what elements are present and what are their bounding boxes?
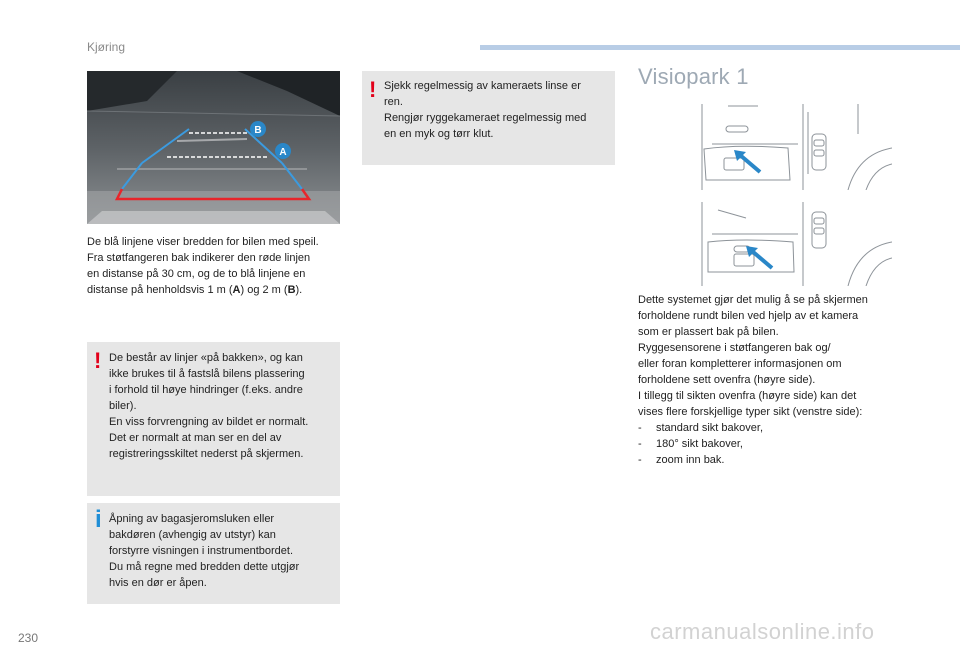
arrow-icon [746, 246, 776, 272]
text-line: en en myk og tørr klut. [384, 128, 494, 140]
text-line [87, 282, 347, 298]
visiopark-description [638, 292, 898, 468]
bold-label-a: A [232, 284, 241, 296]
section-title: Kjøring [87, 40, 126, 54]
text-line: ren. [384, 96, 403, 108]
text-line: Åpning av bagasjeromsluken eller [109, 513, 275, 525]
text-line: Fra støtfangeren bak indikerer den røde linjen [87, 252, 311, 264]
text-line: i forhold til høye hindringer (f.eks. andre [109, 384, 303, 396]
page-number: 230 [18, 631, 39, 645]
text-line: Rengjør ryggekameraet regelmessig med [384, 112, 587, 124]
list-item [638, 436, 898, 452]
text-line: bakdøren (avhengig av utstyr) kan [109, 529, 276, 541]
text-line: Det er normalt at man ser en del av [109, 432, 282, 444]
text-line: Ryggesensorene i støtfangeren bak og/ [638, 342, 831, 354]
text-line: Du må regne med bredden dette utgjør [109, 561, 300, 573]
text-span: ) og 2 m ( [240, 284, 288, 296]
list-text: 180° sikt bakover, [656, 438, 743, 450]
text-line: ikke brukes til å fastslå bilens plassering [109, 368, 305, 380]
text-line: En viss forvrengning av bildet er normalt. [109, 416, 309, 428]
text-line: forholdene rundt bilen ved hjelp av et kamera [638, 310, 859, 322]
warning-exclamation-icon: ! [369, 77, 377, 102]
text-line: hvis en dør er åpen. [109, 577, 207, 589]
list-item [638, 452, 898, 468]
header-accent-bar [480, 45, 960, 50]
text-line: biler). [109, 400, 137, 412]
van-rear-illustration-upper [698, 104, 892, 190]
list-text: zoom inn bak. [656, 454, 725, 466]
text-line: vises flere forskjellige typer sikt (venstre side): [638, 406, 863, 418]
watermark: carmanualsonline.info [650, 619, 875, 644]
list-dash: - [638, 454, 642, 466]
info-box-door [87, 503, 340, 604]
bold-label-b: B [287, 284, 296, 296]
text-line: Sjekk regelmessig av kameraets linse er [384, 80, 581, 92]
text-line: registreringsskiltet nederst på skjermen. [109, 448, 304, 460]
text-line: en distanse på 30 cm, og de to blå linjene en [87, 268, 306, 280]
list-dash: - [638, 438, 642, 450]
list-dash: - [638, 422, 642, 434]
text-span: ). [295, 284, 303, 296]
text-line: De består av linjer «på bakken», og kan [109, 352, 303, 364]
page-heading: Visiopark 1 [638, 64, 749, 89]
warning-box-lens [362, 71, 615, 165]
marker-b-label: B [254, 125, 262, 136]
text-line: Dette systemet gjør det mulig å se på skjermen [638, 294, 868, 306]
text-line: forstyrre visningen i instrumentbordet. [109, 545, 294, 557]
van-rear-illustration-lower [698, 202, 892, 286]
warning-box-lines [87, 342, 340, 496]
marker-a-label: A [279, 147, 287, 158]
list-item [638, 420, 898, 436]
text-line: forholdene sett ovenfra (høyre side). [638, 374, 816, 386]
camera-guidelines-paragraph [87, 234, 347, 298]
text-line: eller foran kompletterer informasjonen om [638, 358, 842, 370]
list-text: standard sikt bakover, [656, 422, 764, 434]
text-line: I tillegg til sikten ovenfra (høyre side) kan det [638, 390, 857, 402]
warning-exclamation-icon: ! [94, 348, 102, 373]
text-line: som er plassert bak på bilen. [638, 326, 779, 338]
arrow-icon [734, 150, 764, 176]
text-span: distanse på henholdsvis 1 m ( [87, 284, 233, 296]
info-icon: i [95, 506, 102, 533]
text-line: De blå linjene viser bredden for bilen med speil. [87, 236, 319, 248]
rear-camera-view-image [87, 71, 340, 224]
